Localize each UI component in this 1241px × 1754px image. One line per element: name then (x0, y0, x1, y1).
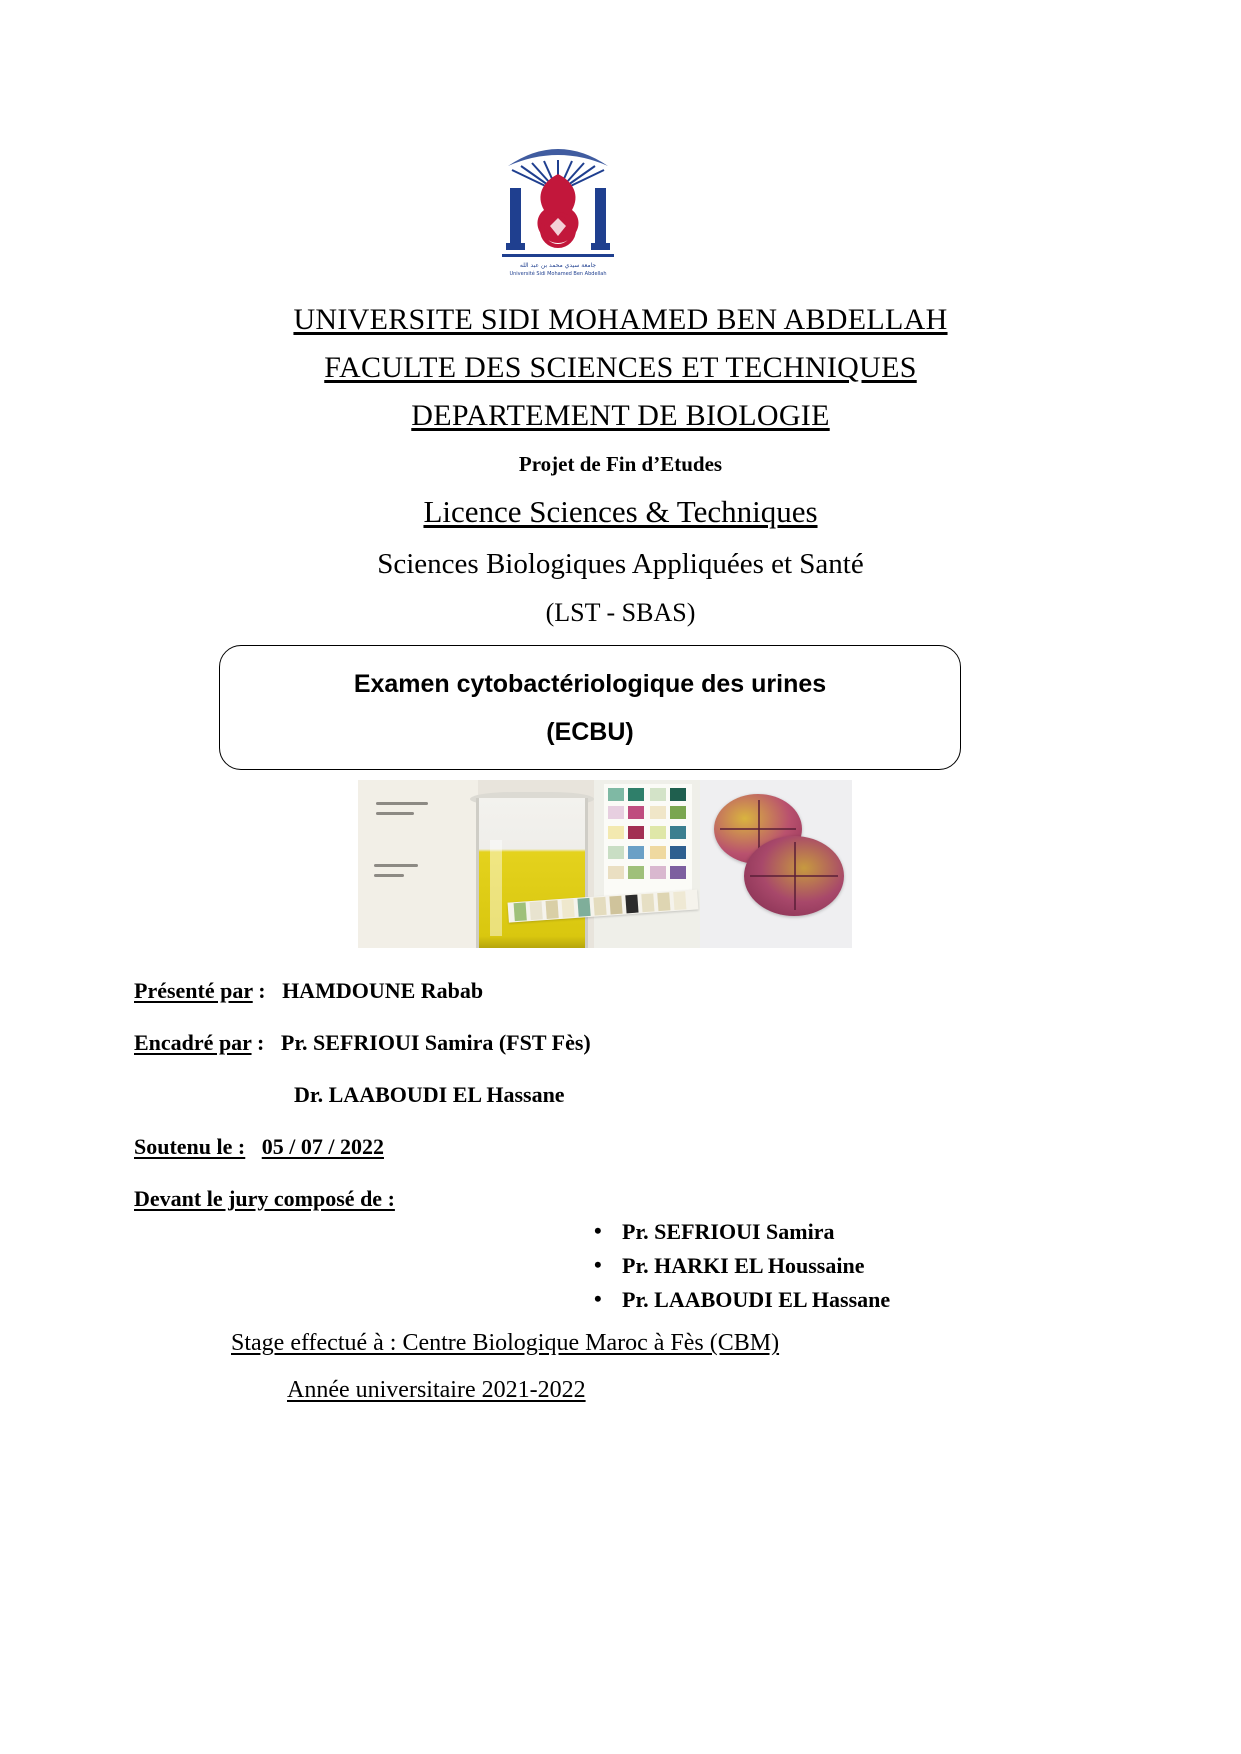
presented-by-separator: : (258, 978, 266, 1003)
defense-date-row (134, 1121, 1134, 1173)
cover-figures (358, 780, 852, 948)
supervised-by-label: Encadré par (134, 1030, 252, 1055)
defense-date-label: Soutenu le : (134, 1134, 246, 1159)
urine-sample-and-dipstick-photo (358, 780, 700, 948)
degree-name: Licence Sciences & Techniques (423, 494, 818, 529)
jury-member-name: Pr. LAABOUDI EL Hassane (622, 1287, 891, 1312)
thesis-title-line-1: Examen cytobactériologique des urines (353, 669, 827, 698)
crest-icon (488, 130, 628, 280)
logo-arabic-caption: جامعة سيدي محمد بن عبد الله (519, 262, 597, 269)
document-header (0, 296, 1241, 636)
defense-date-value: 05 / 07 / 2022 (261, 1134, 384, 1159)
project-type: Projet de Fin d’Etudes (518, 452, 723, 476)
university-name: UNIVERSITE SIDI MOHAMED BEN ABDELLAH (293, 303, 948, 336)
presented-by-row (134, 965, 1134, 1017)
thesis-title-box (219, 645, 961, 770)
thesis-title-line-2: (ECBU) (546, 717, 634, 746)
logo-latin-caption: Université Sidi Mohamed Ben Abdellah (509, 271, 607, 277)
list-item (588, 1249, 890, 1283)
program-code: (LST - SBAS) (545, 598, 696, 627)
department-name: DEPARTEMENT DE BIOLOGIE (411, 399, 830, 432)
jury-label: Devant le jury composé de : (134, 1186, 395, 1211)
university-crest-logo (488, 130, 628, 280)
list-item (588, 1283, 890, 1317)
academic-year: Année universitaire 2021-2022 (287, 1377, 586, 1403)
supervised-by-separator: : (257, 1030, 265, 1055)
supervised-by-row (134, 1017, 1134, 1069)
jury-member-name: Pr. HARKI EL Houssaine (622, 1253, 865, 1278)
petri-dishes-culture-photo (700, 780, 852, 948)
internship-location: Stage effectué à : Centre Biologique Maroc à Fès (CBM) (231, 1330, 780, 1356)
cover-info-block (134, 965, 1134, 1225)
program-name: Sciences Biologiques Appliquées et Santé (377, 548, 864, 580)
presented-by-value: HAMDOUNE Rabab (282, 978, 484, 1003)
supervised-by-value: Pr. SEFRIOUI Samira (FST Fès) (280, 1030, 591, 1055)
faculty-name: FACULTE DES SCIENCES ET TECHNIQUES (324, 351, 917, 384)
list-item (588, 1215, 890, 1249)
jury-member-name: Pr. SEFRIOUI Samira (622, 1219, 835, 1244)
co-supervisor-value: Dr. LAABOUDI EL Hassane (294, 1082, 565, 1107)
co-supervisor-row (134, 1069, 1134, 1121)
presented-by-label: Présenté par (134, 978, 253, 1003)
jury-list (560, 1215, 890, 1317)
